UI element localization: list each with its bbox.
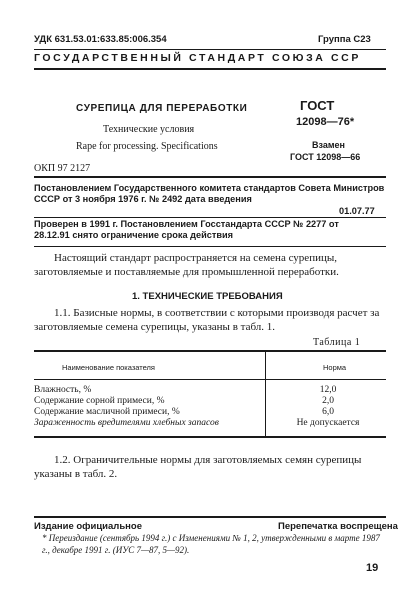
table-row-value: 6,0 (322, 407, 334, 417)
official-edition: Издание официальное (34, 521, 142, 532)
table-row-value: 12,0 (319, 385, 337, 395)
standard-line: ГОСУДАРСТВЕННЫЙ СТАНДАРТ СОЮЗА ССР (34, 52, 361, 64)
subtitle-ru: Технические условия (103, 124, 195, 135)
footer-rule (34, 516, 386, 518)
intro-paragraph: Настоящий стандарт распространяется на семена сурепицы, заготовляемые и поставляемые для промышленной переработки. (34, 252, 339, 278)
replaces-number: ГОСТ 12098—66 (290, 152, 361, 162)
subtitle-en: Rape for processing. Specifications (76, 141, 218, 152)
table-row-name: Влажность, % (34, 385, 92, 395)
table-header-name: Наименование показателя (62, 363, 155, 372)
gost-number: 12098—76* (296, 116, 355, 128)
table-row-name: Содержание масличной примеси, % (34, 407, 180, 417)
decree-text: Постановлением Государственного комитета стандартов Совета Министров СССР от 3 ноября 1976 г. № 2492 дата введения (34, 183, 385, 204)
header-rule (34, 68, 386, 70)
table-header-rule (34, 379, 386, 380)
table-row-value: 2,0 (322, 396, 334, 406)
replaces-label: Взамен (312, 140, 345, 150)
table-row-value: Не допускается (296, 418, 360, 428)
table-caption: Таблица 1 (313, 337, 361, 348)
introduction-date: 01.07.77 (339, 206, 375, 216)
udk-code: УДК 631.53.01:633.85:006.354 (34, 34, 167, 45)
top-rule (34, 49, 386, 50)
decree-rule (34, 246, 386, 247)
gost-label: ГОСТ (300, 98, 335, 113)
paragraph-1-2: 1.2. Ограничительные нормы для заготовляемых семян сурепицы указаны в табл. 2. (34, 454, 362, 480)
table-header-norm: Норма (323, 363, 347, 372)
reprint-notice: Перепечатка воспрещена (278, 521, 398, 532)
table-bottom-rule (34, 436, 386, 438)
okp-rule (34, 176, 386, 178)
paragraph-1-1: 1.1. Базисные нормы, в соответствии с которыми производя расчет за заготовляемые семена сурепицы, указаны в табл. 1. (34, 307, 380, 333)
document-title: СУРЕПИЦА ДЛЯ ПЕРЕРАБОТКИ (76, 103, 248, 114)
checked-text: Проверен в 1991 г. Постановлением Госстандарта СССР № 2277 от 28.12.91 снято ограничение срока действия (34, 219, 339, 240)
okp-code: ОКП 97 2127 (34, 163, 91, 174)
table-row-name: Зараженность вредителями хлебных запасов (34, 418, 219, 428)
date-rule (34, 217, 386, 218)
table-top-rule (34, 350, 386, 352)
section-title: 1. ТЕХНИЧЕСКИЕ ТРЕБОВАНИЯ (132, 291, 283, 302)
group-code: Группа С23 (318, 34, 371, 45)
table-row-name: Содержание сорной примеси, % (34, 396, 165, 406)
table-column-divider (265, 350, 266, 437)
page-number: 19 (366, 562, 379, 574)
footnote: * Переиздание (сентябрь 1994 г.) с Изменениями № 1, 2, утвержденными в марте 1987 г., декабре 1991 г. (ИУС 7—87, 5—92). (42, 533, 380, 555)
